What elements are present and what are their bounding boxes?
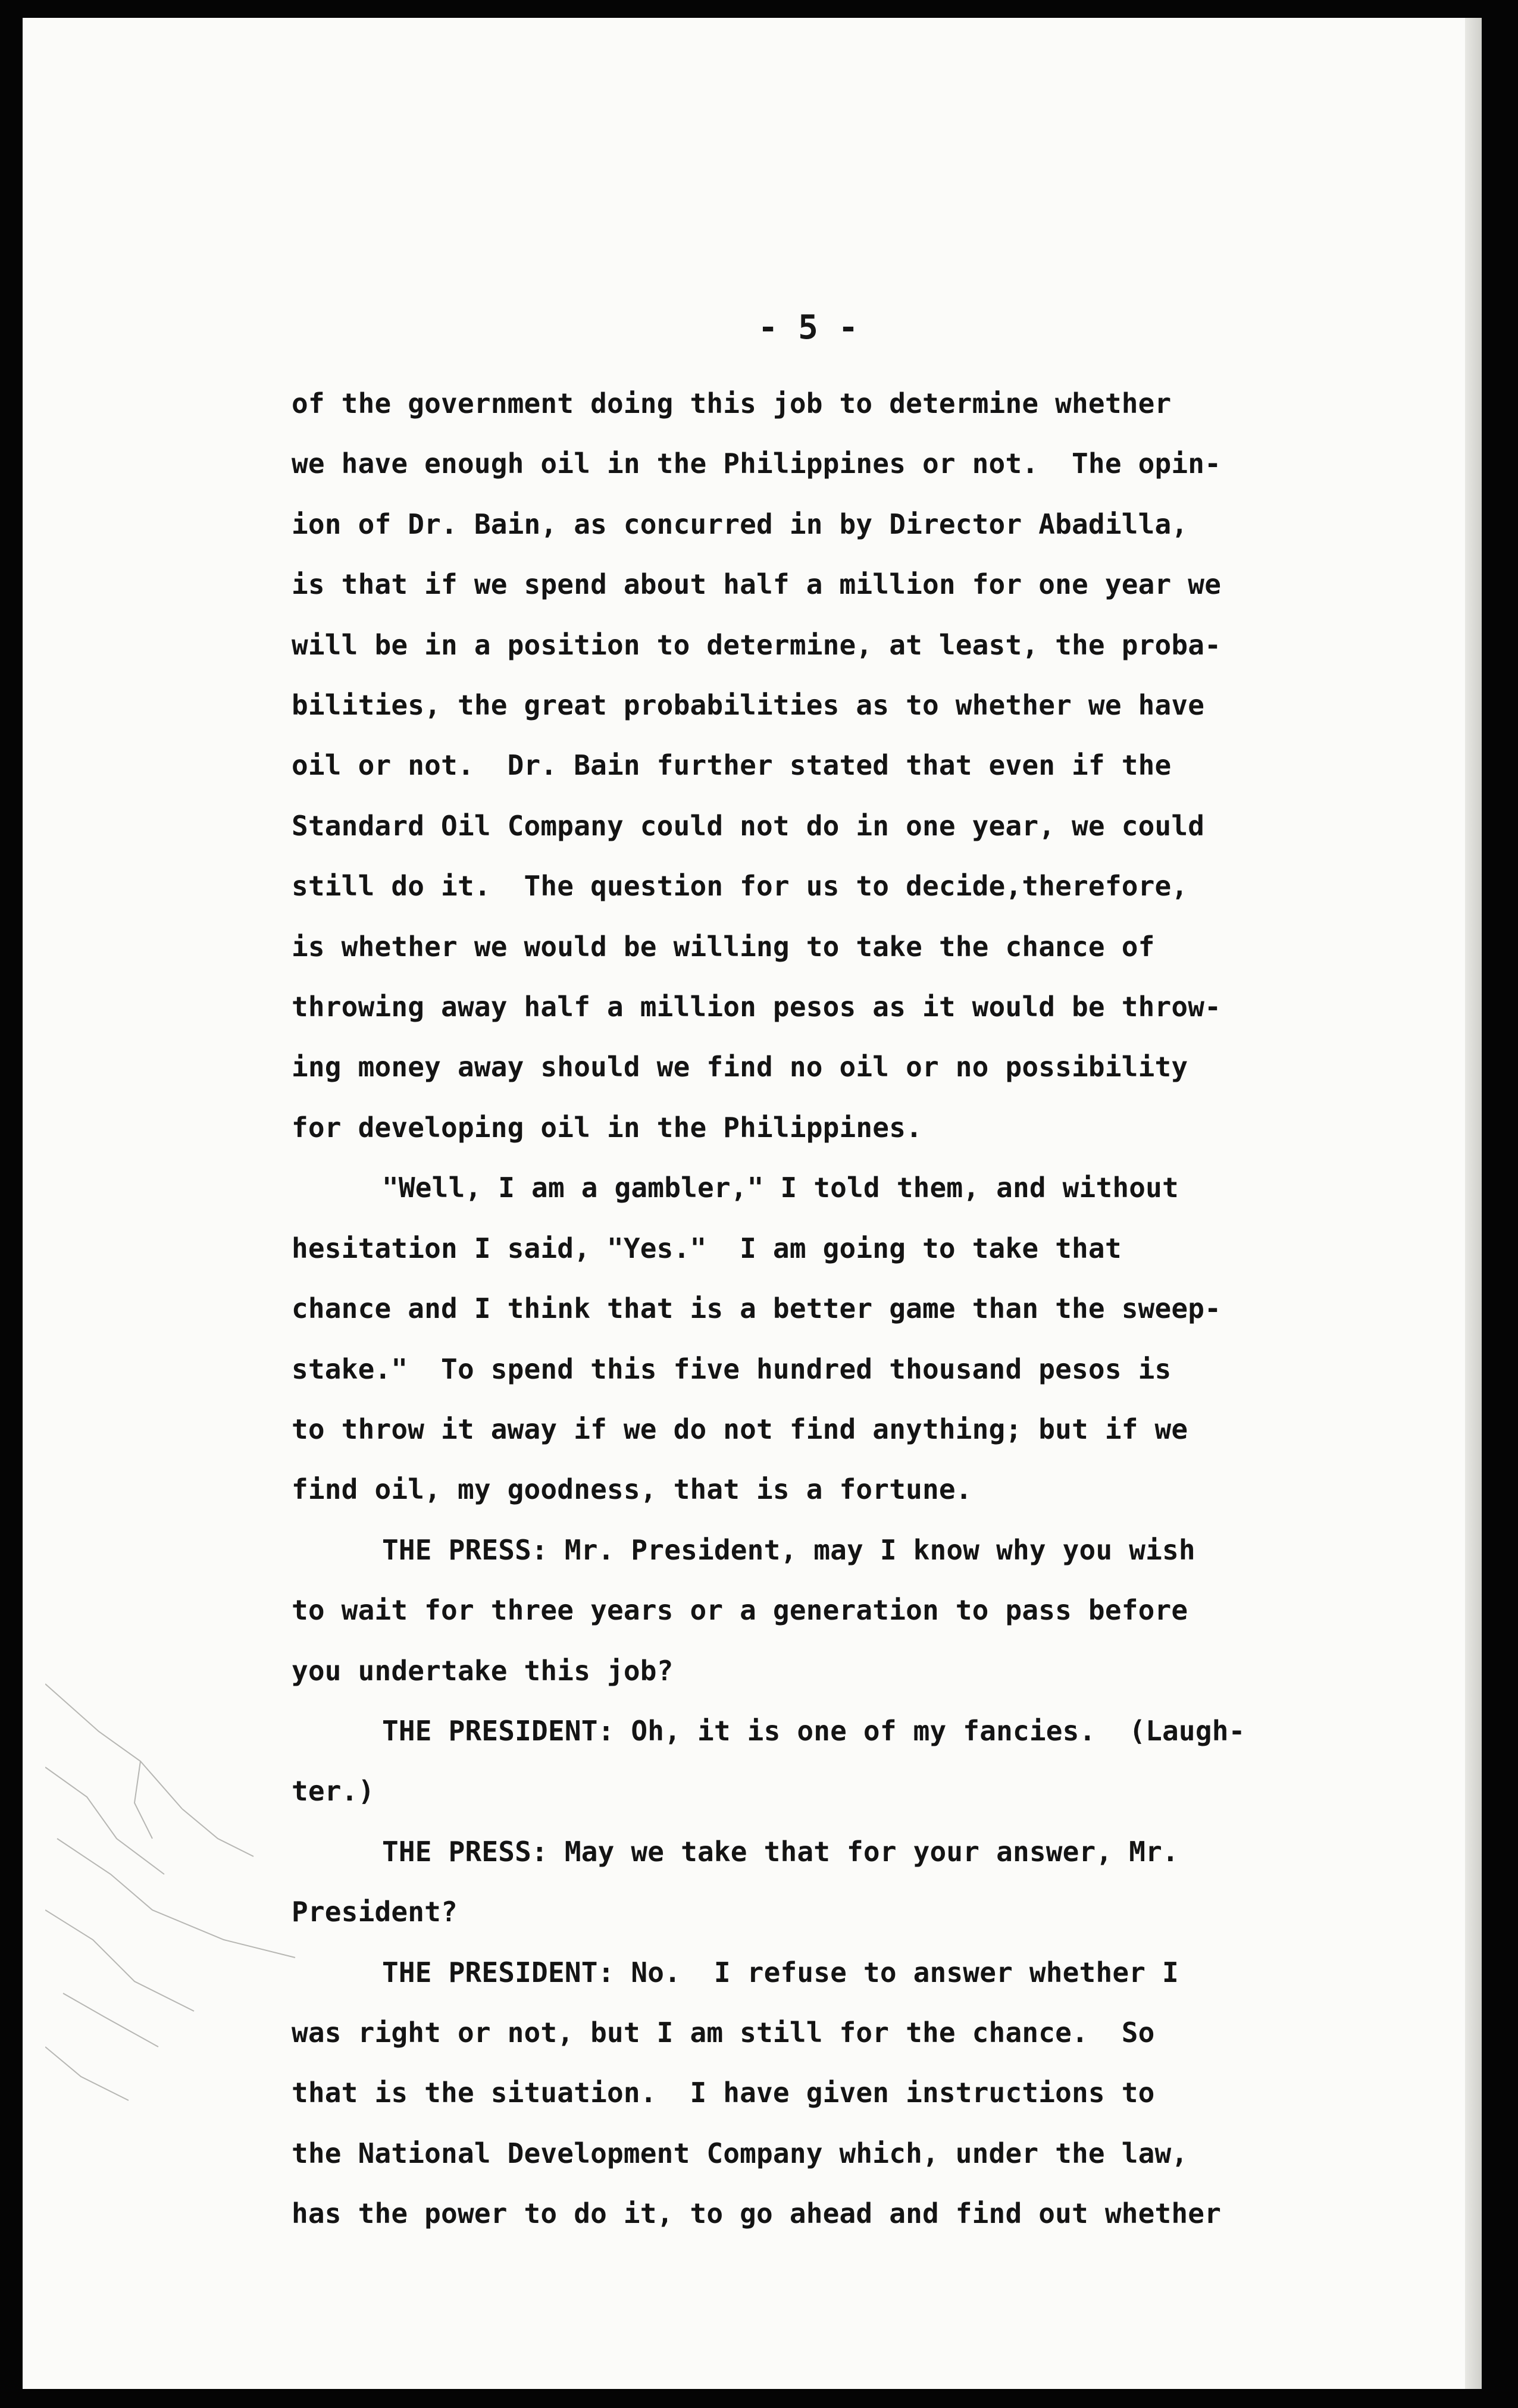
text-line: has the power to do it, to go ahead and find out whether [292,2197,1222,2230]
text-line: still do it. The question for us to decide,therefore, [292,870,1188,903]
text-line: to wait for three years or a generation to pass before [292,1594,1188,1627]
text-line: we have enough oil in the Philippines or not. The opin- [292,447,1222,480]
text-line: throwing away half a million pesos as it would be throw- [292,991,1222,1023]
document-body-text [292,374,1339,2244]
text-line: is that if we spend about half a million for one year we [292,568,1222,601]
text-line: for developing oil in the Philippines. [292,1111,922,1144]
text-line: the National Development Company which, under the law, [292,2137,1188,2169]
text-line: hesitation I said, "Yes." I am going to take that [292,1232,1122,1264]
text-line: is whether we would be willing to take the chance of [292,930,1155,963]
text-line: you undertake this job? [292,1654,674,1687]
text-line: of the government doing this job to determine whether [292,387,1172,419]
text-line: Standard Oil Company could not do in one year, we could [292,809,1205,842]
text-line: ion of Dr. Bain, as concurred in by Director Abadilla, [292,508,1188,540]
text-line: President? [292,1896,458,1928]
text-line: stake." To spend this five hundred thousand pesos is [292,1352,1172,1385]
page-number: - 5 - [758,308,859,347]
text-line: find oil, my goodness, that is a fortune. [292,1473,972,1506]
paragraph-start-line: THE PRESS: Mr. President, may I know why you wish [382,1533,1195,1566]
text-line: ing money away should we find no oil or no possibility [292,1051,1188,1084]
text-line: will be in a position to determine, at least, the proba- [292,628,1222,661]
page-edge-shadow [1465,18,1482,2389]
paragraph-start-line: THE PRESS: May we take that for your answer, Mr. [382,1835,1179,1868]
paragraph-start-line: THE PRESIDENT: No. I refuse to answer whether I [382,1956,1179,1989]
text-line: that is the situation. I have given instructions to [292,2077,1155,2109]
paragraph-start-line: "Well, I am a gambler," I told them, and without [382,1172,1179,1204]
text-line: to throw it away if we do not find anything; but if we [292,1413,1188,1445]
text-line: oil or not. Dr. Bain further stated that even if the [292,749,1172,782]
text-line: bilities, the great probabilities as to whether we have [292,689,1205,722]
paragraph-start-line: THE PRESIDENT: Oh, it is one of my fancies. (Laugh- [382,1714,1245,1747]
text-line: ter.) [292,1775,375,1808]
text-line: chance and I think that is a better game than the sweep- [292,1292,1222,1325]
text-line: was right or not, but I am still for the chance. So [292,2016,1155,2049]
